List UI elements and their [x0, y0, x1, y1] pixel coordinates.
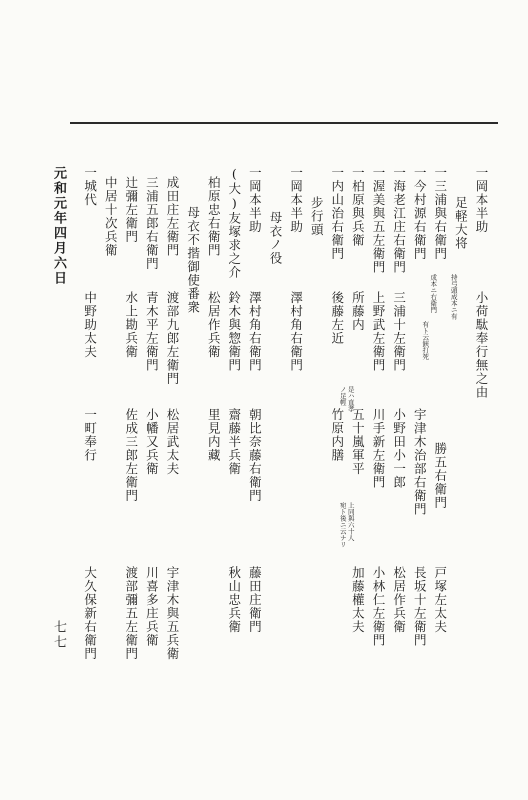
header-rule [70, 122, 498, 124]
column-entry: (大)友塚求之介 [226, 166, 242, 279]
column-entry: 上野武左衛門 [371, 291, 386, 372]
column-entry: 松居作兵衛 [391, 566, 407, 634]
column-entry: 澤村角右衛門 [288, 291, 304, 372]
text-column [223, 146, 245, 740]
column-entry: 竹原内膳 [329, 408, 345, 462]
text-column [79, 146, 101, 740]
column-entry: 松居武太夫 [165, 408, 180, 476]
column-entry: 柏原忠右衛門 [206, 176, 222, 257]
text-column [305, 146, 327, 740]
column-entry: 一岡本半助 [247, 166, 263, 234]
column-entry: 一柏原與兵衛 [350, 166, 366, 247]
column-entry: 渡部彌五左衛門 [123, 566, 139, 661]
column-entry: 三浦十左衛門 [391, 291, 407, 372]
column-entry: 一町奉行 [82, 408, 98, 462]
column-entry: 澤村角右衛門 [247, 291, 263, 372]
text-column [367, 146, 389, 740]
column-entry: 小幡又兵衛 [144, 408, 160, 476]
column-entry: 一城代 [82, 166, 98, 207]
text-column [285, 146, 307, 740]
text-column [449, 146, 471, 740]
column-entry: 渡部九郎左衛門 [165, 291, 180, 386]
column-entry: 鈴木與惣衛門 [226, 291, 242, 372]
text-column [388, 146, 410, 740]
column-entry: 步行頭 [309, 196, 325, 237]
column-entry: 大久保新右衛門 [82, 566, 98, 661]
column-entry: 中野助太夫 [82, 291, 98, 359]
column-entry: 小野田小一郎 [391, 408, 407, 489]
column-entry: 松居作兵衛 [206, 291, 222, 359]
column-entry: 齋藤半兵衛 [226, 408, 242, 476]
column-entry: 朝比奈藤右衛門 [247, 408, 263, 503]
column-entry: 小荷駄奉行無之由 [474, 291, 489, 399]
column-entry: 五十嵐軍平 [350, 408, 366, 476]
column-entry: 秋山忠兵衛 [226, 566, 242, 634]
column-entry: 成田庄左衛門 [165, 176, 180, 257]
interlinear-note: 是ハ直孝 [346, 386, 355, 412]
interlinear-note: 持弓頭成本ニ有 [449, 274, 458, 320]
column-entry: 母衣ノ役 [268, 211, 283, 265]
column-entry: 一内山治右衛門 [329, 166, 345, 261]
column-entry: 川手新左衛門 [371, 408, 386, 489]
column-entry: 一海老江庄右衛門 [391, 166, 407, 274]
interlinear-note: 上同與六十人 [346, 502, 355, 541]
column-entry: 戸塚左太夫 [432, 566, 448, 634]
text-column [202, 146, 224, 740]
date-line: 元和元年四月六日 [51, 166, 66, 286]
column-entry: 川喜多庄兵衛 [144, 566, 160, 647]
column-entry: 里見内藏 [206, 408, 222, 462]
text-column [120, 146, 142, 740]
column-entry: 加藤權太夫 [350, 566, 366, 634]
column-entry: 一岡本半助 [474, 166, 489, 234]
column-entry: 長坂十左衛門 [412, 566, 428, 647]
interlinear-note: ノ足輕 [338, 386, 347, 406]
column-entry: 所藤内 [350, 291, 366, 332]
text-column [346, 146, 368, 740]
page-number: 七七 [51, 620, 66, 650]
text-column [140, 146, 162, 740]
text-column [408, 146, 438, 740]
text-column [161, 146, 183, 740]
column-entry: 佐成三郎左衛門 [123, 408, 139, 503]
column-entry: 水上勘兵衛 [123, 291, 139, 359]
text-column [243, 146, 265, 740]
column-entry: 足軽大将 [453, 196, 469, 250]
column-entry: 一渥美與五左衛門 [371, 166, 386, 274]
column-entry: 後藤左近 [329, 291, 345, 345]
column-entry: 辻彌左衛門 [123, 176, 139, 244]
text-column [264, 146, 286, 740]
column-entry: 一三浦與右衛門 [432, 166, 448, 261]
column-entry: 母衣不揩御使番衆 [185, 206, 201, 314]
column-entry: 宇津木與五兵衛 [165, 566, 180, 661]
text-column [99, 146, 121, 740]
column-entry: 勝五右衛門 [432, 442, 448, 510]
column-entry: 中居十次兵衛 [103, 176, 119, 257]
column-entry: 青木平左衛門 [144, 291, 160, 372]
column-entry: 藤田庄衛門 [247, 566, 263, 634]
text-column [182, 146, 204, 740]
text-column [470, 146, 492, 740]
interlinear-note: 成本ニ右衛門 [429, 274, 438, 313]
column-entry: 一今村源右衛門 [412, 166, 428, 261]
text-column [429, 146, 458, 740]
text-column [326, 146, 355, 740]
column-entry: 三浦五郎右衛門 [144, 176, 160, 271]
column-entry: 一岡本半助 [288, 166, 304, 234]
interlinear-note: 宛ト後ニ云ナリ [338, 502, 347, 548]
column-entry: 小林仁左衛門 [371, 566, 386, 647]
interlinear-note: 有ト云鋏打死 [421, 321, 430, 360]
column-entry: 宇津木治部右衛門 [412, 408, 428, 516]
